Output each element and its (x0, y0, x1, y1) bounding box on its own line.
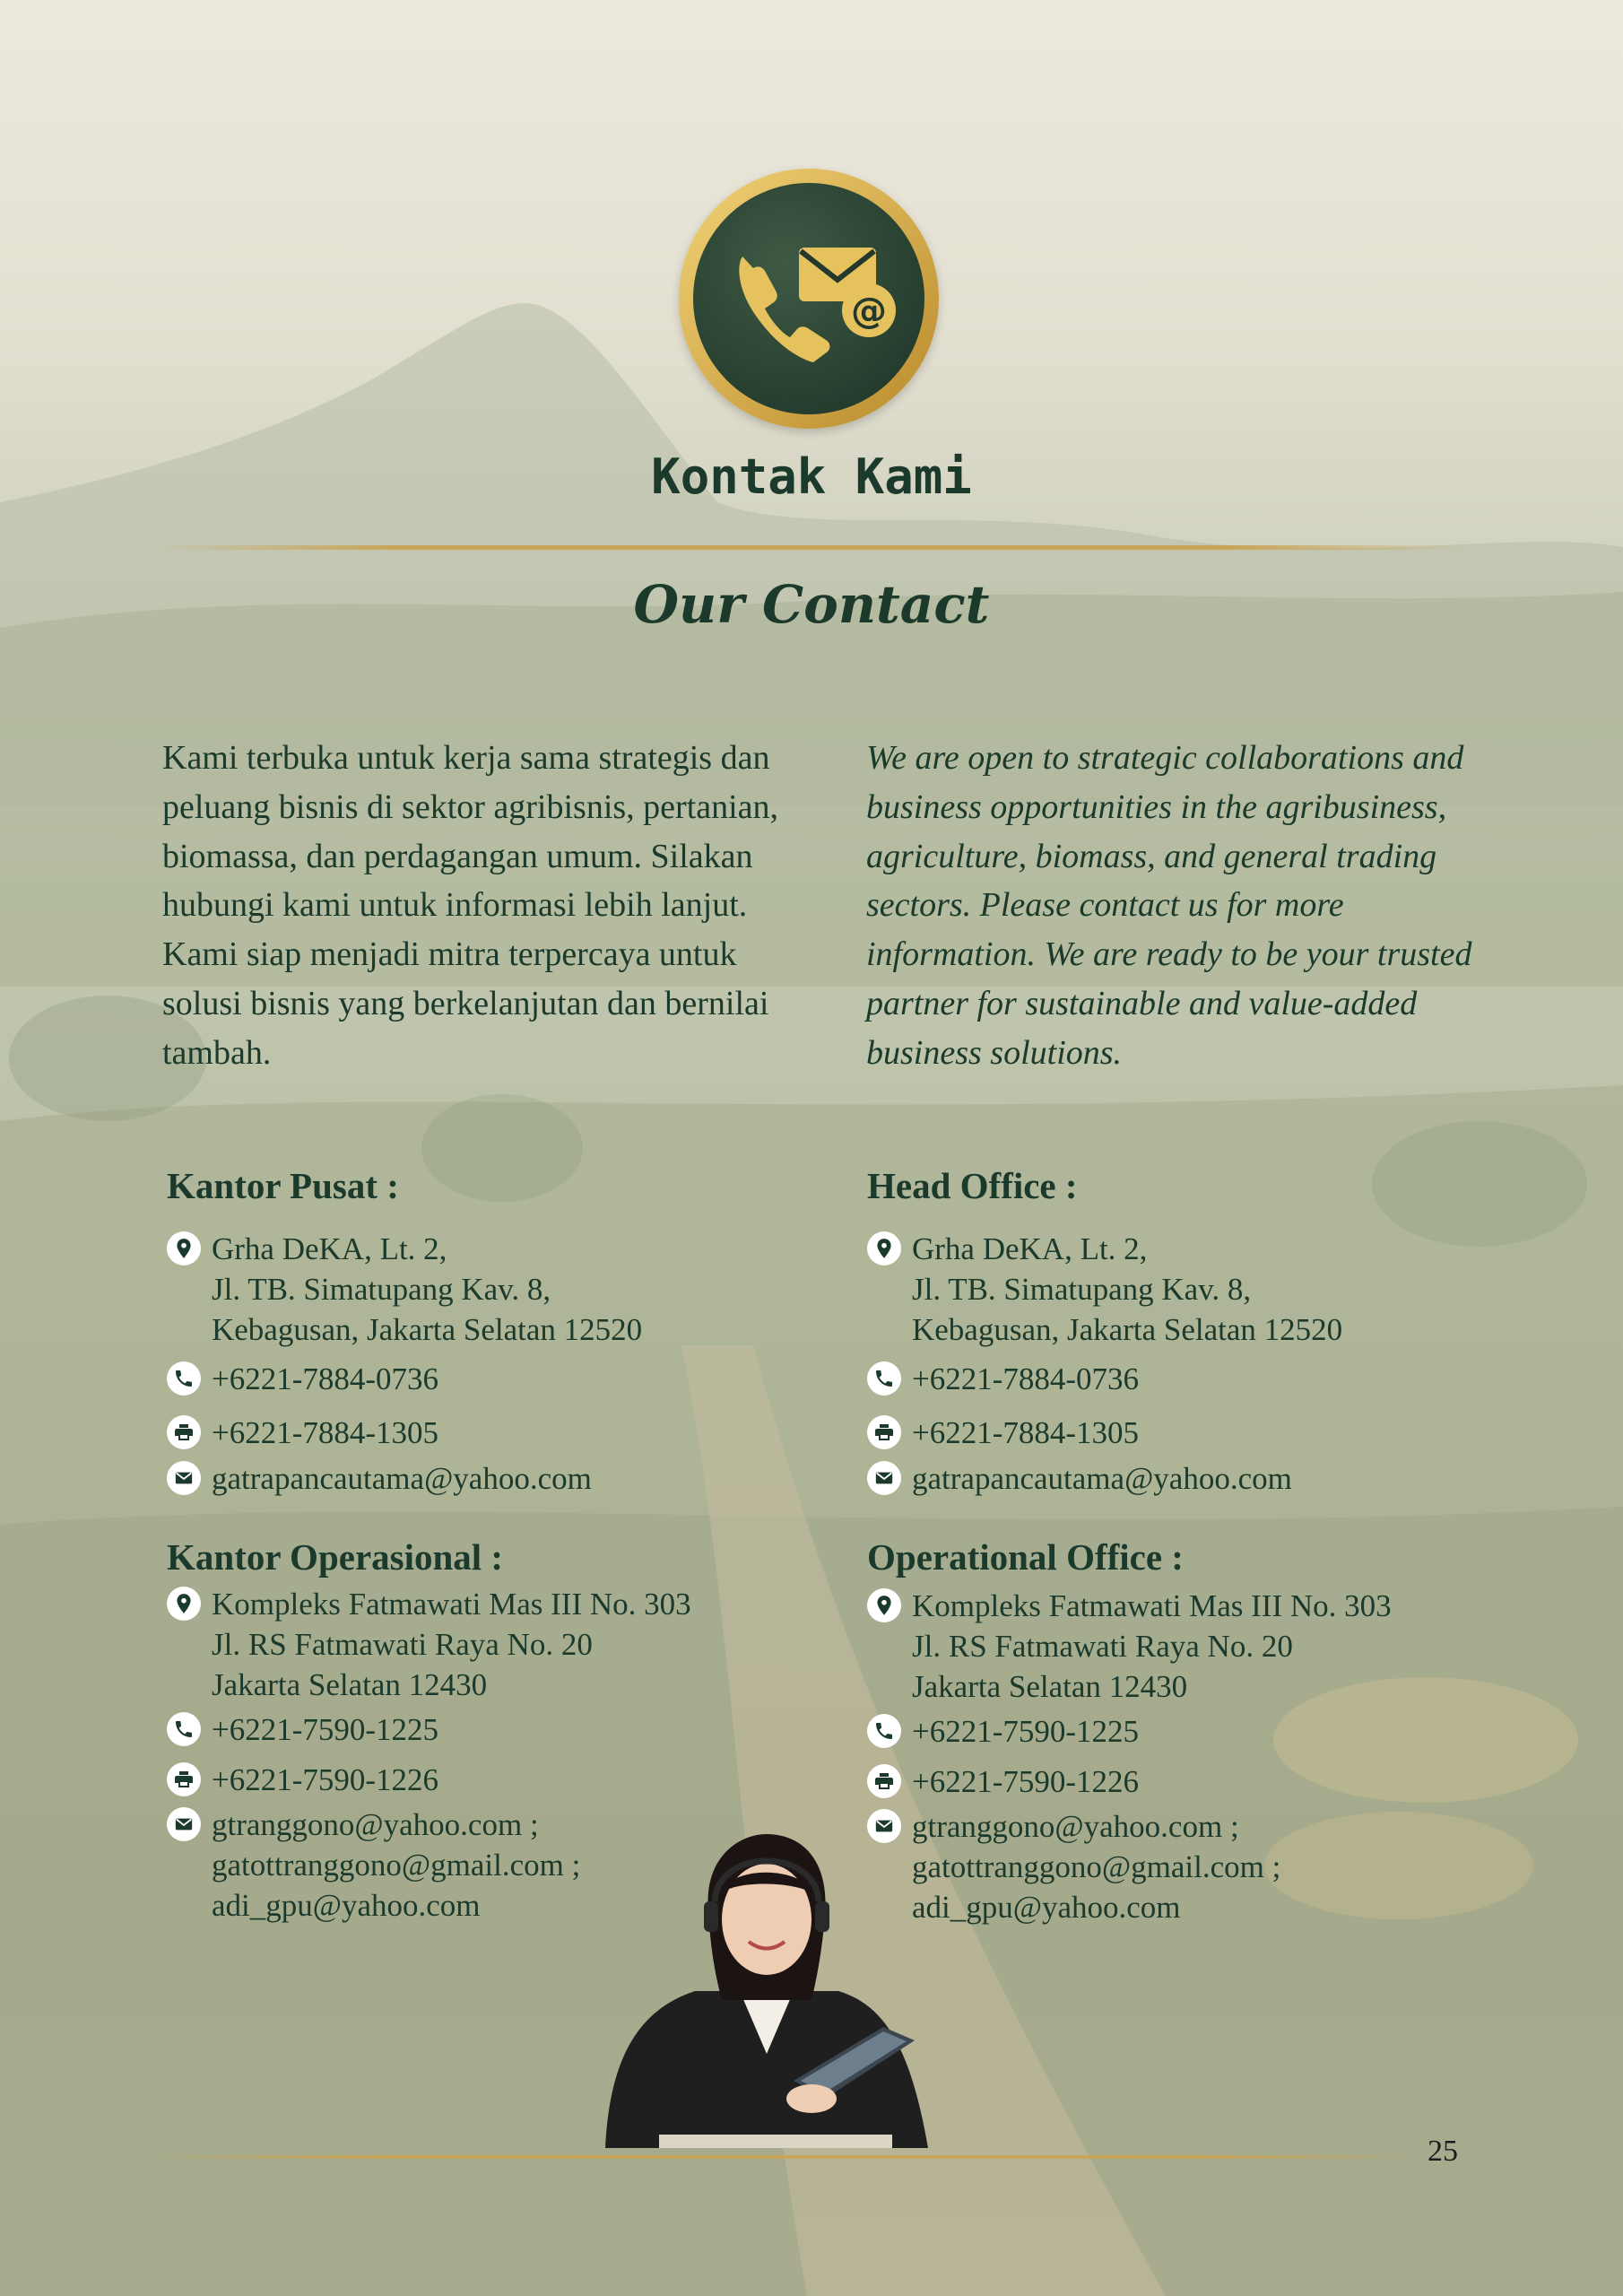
email-row (867, 1458, 1292, 1499)
intro-paragraph-id: Kami terbuka untuk kerja sama strategis dan peluang bisnis di sektor agribisnis, pertanian, biomassa, dan perdagangan umum. Silakan hubungi kami untuk informasi lebih lanjut. Kami siap menjadi mitra terpercaya untuk solusi bisnis yang berkelanjutan dan bernilai tambah. (162, 739, 779, 1072)
email-link[interactable]: adi_gpu@yahoo.com (212, 1888, 481, 1923)
envelope-icon (867, 1461, 901, 1495)
phone-number[interactable]: +6221-7590-1225 (912, 1714, 1140, 1749)
phone-icon (867, 1361, 901, 1396)
map-pin-icon (167, 1231, 201, 1265)
customer-service-illustration (587, 1830, 946, 2148)
fax-number: +6221-7884-1305 (212, 1415, 439, 1450)
page-number: 25 (1428, 2135, 1458, 2168)
phone-icon (167, 1712, 201, 1746)
heading-kantor-operasional: Kantor Operasional : (167, 1536, 504, 1578)
envelope-icon (167, 1461, 201, 1495)
map-pin-icon (867, 1588, 901, 1622)
email-row (167, 1458, 592, 1499)
page-subtitle: Our Contact (633, 574, 990, 635)
fax-row (867, 1761, 1139, 1802)
contact-logo (679, 169, 939, 429)
email-link[interactable]: gtranggono@yahoo.com ; (212, 1807, 539, 1842)
printer-icon (167, 1762, 201, 1796)
phone-mail-at-icon (693, 183, 924, 414)
printer-icon (867, 1415, 901, 1449)
phone-number[interactable]: +6221-7590-1225 (212, 1712, 439, 1747)
phone-icon (867, 1714, 901, 1748)
address-line: Jl. RS Fatmawati Raya No. 20 (212, 1627, 593, 1662)
phone-number[interactable]: +6221-7884-0736 (212, 1361, 439, 1396)
printer-icon (167, 1415, 201, 1449)
phone-row (867, 1359, 1139, 1399)
address-row (867, 1229, 1342, 1350)
fax-number: +6221-7590-1226 (212, 1762, 439, 1797)
address-row (167, 1229, 642, 1350)
printer-icon (867, 1764, 901, 1798)
page-title: Kontak Kami (651, 448, 972, 505)
email-row (167, 1805, 580, 1926)
top-divider (157, 545, 1466, 550)
email-link[interactable]: gatottranggono@gmail.com ; (212, 1848, 581, 1883)
svg-text:@: @ (851, 291, 887, 332)
heading-kantor-pusat: Kantor Pusat : (167, 1165, 399, 1206)
address-line: Jl. RS Fatmawati Raya No. 20 (912, 1629, 1293, 1664)
phone-row (167, 1709, 438, 1750)
email-link[interactable]: gtranggono@yahoo.com ; (912, 1809, 1239, 1844)
address-line: Jakarta Selatan 12430 (212, 1667, 488, 1702)
address-row (167, 1584, 691, 1705)
address-line: Grha DeKA, Lt. 2, (912, 1231, 1148, 1266)
fax-row (167, 1760, 438, 1800)
address-line: Jl. TB. Simatupang Kav. 8, (912, 1272, 1252, 1307)
email-link[interactable]: gatrapancautama@yahoo.com (912, 1461, 1292, 1496)
fax-row (867, 1413, 1139, 1453)
map-pin-icon (867, 1231, 901, 1265)
intro-paragraph-en: We are open to strategic collaborations and business opportunities in the agribusiness, agriculture, biomass, and general trading sectors. Please contact us for more information. We are ready to be your trusted partner for sustainable and value-added business solutions. (866, 739, 1472, 1072)
phone-icon (167, 1361, 201, 1396)
email-link[interactable]: gatrapancautama@yahoo.com (212, 1461, 592, 1496)
phone-row (867, 1711, 1139, 1752)
address-line: Kebagusan, Jakarta Selatan 12520 (912, 1312, 1343, 1347)
heading-operational-office: Operational Office : (867, 1536, 1184, 1578)
fax-row (167, 1413, 438, 1453)
map-pin-icon (167, 1587, 201, 1621)
fax-number: +6221-7884-1305 (912, 1415, 1140, 1450)
address-line: Jakarta Selatan 12430 (912, 1669, 1188, 1704)
phone-number[interactable]: +6221-7884-0736 (912, 1361, 1140, 1396)
bottom-divider (152, 2155, 1417, 2159)
address-line: Kompleks Fatmawati Mas III No. 303 (212, 1587, 691, 1622)
address-line: Jl. TB. Simatupang Kav. 8, (212, 1272, 551, 1307)
email-link[interactable]: adi_gpu@yahoo.com (912, 1890, 1181, 1925)
heading-head-office: Head Office : (867, 1165, 1078, 1206)
address-line: Kebagusan, Jakarta Selatan 12520 (212, 1312, 643, 1347)
fax-number: +6221-7590-1226 (912, 1764, 1140, 1799)
address-line: Kompleks Fatmawati Mas III No. 303 (912, 1588, 1392, 1623)
envelope-icon (167, 1807, 201, 1841)
phone-row (167, 1359, 438, 1399)
email-link[interactable]: gatottranggono@gmail.com ; (912, 1849, 1281, 1884)
address-line: Grha DeKA, Lt. 2, (212, 1231, 447, 1266)
address-row (867, 1586, 1392, 1707)
